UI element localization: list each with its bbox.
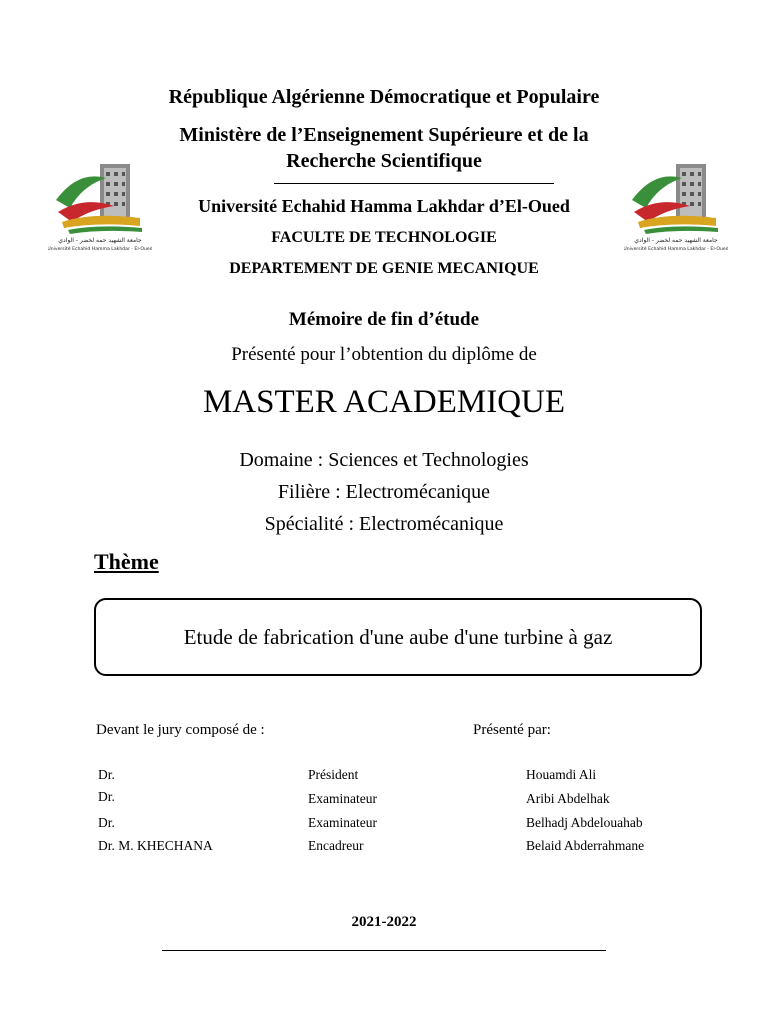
domain-line: Domaine : Sciences et Technologies bbox=[239, 449, 529, 471]
memoire-title: Mémoire de fin d’étude bbox=[288, 309, 480, 330]
jury-row bbox=[0, 767, 768, 787]
student-name: Belhadj Abdelouahab bbox=[526, 815, 643, 830]
jury-member-role: Encadreur bbox=[308, 838, 364, 853]
ministry-line-2: Recherche Scientifique bbox=[286, 150, 482, 172]
jury-heading: Devant le jury composé de : bbox=[96, 722, 265, 738]
theme-box bbox=[94, 598, 702, 676]
academic-year: 2021-2022 bbox=[351, 914, 417, 930]
logo-caption-arabic: جامعة الشهيد حمه لخضر - الوادي bbox=[58, 237, 142, 244]
presented-by-heading: Présenté par: bbox=[473, 722, 551, 738]
specialite-line: Spécialité : Electromécanique bbox=[264, 513, 504, 535]
student-name: Belaid Abderrahmane bbox=[526, 838, 645, 853]
republic-title: République Algérienne Démocratique et Populaire bbox=[168, 86, 600, 108]
presented-for: Présenté pour l’obtention du diplôme de bbox=[231, 344, 537, 365]
university-name: Université Echahid Hamma Lakhdar d’El-Oued bbox=[198, 196, 570, 216]
jury-row bbox=[0, 815, 768, 835]
ministry-line-1: Ministère de l’Enseignement Supérieure et de la bbox=[179, 124, 589, 146]
jury-member-name: Dr. bbox=[98, 767, 115, 782]
jury-member-role: Examinateur bbox=[308, 815, 377, 830]
header-divider bbox=[274, 183, 554, 184]
department-name: DEPARTEMENT DE GENIE MECANIQUE bbox=[229, 260, 539, 277]
jury-row bbox=[0, 789, 768, 809]
faculty-name: FACULTE DE TECHNOLOGIE bbox=[271, 229, 497, 246]
logo-caption-arabic: جامعة الشهيد حمه لخضر - الوادي bbox=[634, 237, 718, 244]
theme-label: Thème bbox=[94, 549, 159, 574]
logo-caption-latin: Université Echahid Hamma Lakhdar - El-Oued bbox=[624, 247, 728, 252]
jury-row bbox=[0, 838, 768, 858]
student-name: Aribi Abdelhak bbox=[526, 791, 610, 806]
degree-title: MASTER ACADEMIQUE bbox=[202, 384, 566, 420]
footer-divider bbox=[162, 950, 606, 951]
filiere-line: Filière : Electromécanique bbox=[277, 481, 491, 503]
ministry-title bbox=[0, 122, 768, 174]
theme-text: Etude de fabrication d'une aube d'une turbine à gaz bbox=[183, 624, 613, 649]
jury-member-name: Dr. bbox=[98, 815, 115, 830]
student-name: Houamdi Ali bbox=[526, 767, 597, 782]
jury-member-role: Président bbox=[308, 767, 359, 782]
jury-member-role: Examinateur bbox=[308, 791, 377, 806]
logo-caption-latin: Université Echahid Hamma Lakhdar - El-Oued bbox=[48, 247, 152, 252]
jury-member-name: Dr. M. KHECHANA bbox=[98, 838, 213, 853]
jury-member-name: Dr. bbox=[98, 789, 115, 804]
